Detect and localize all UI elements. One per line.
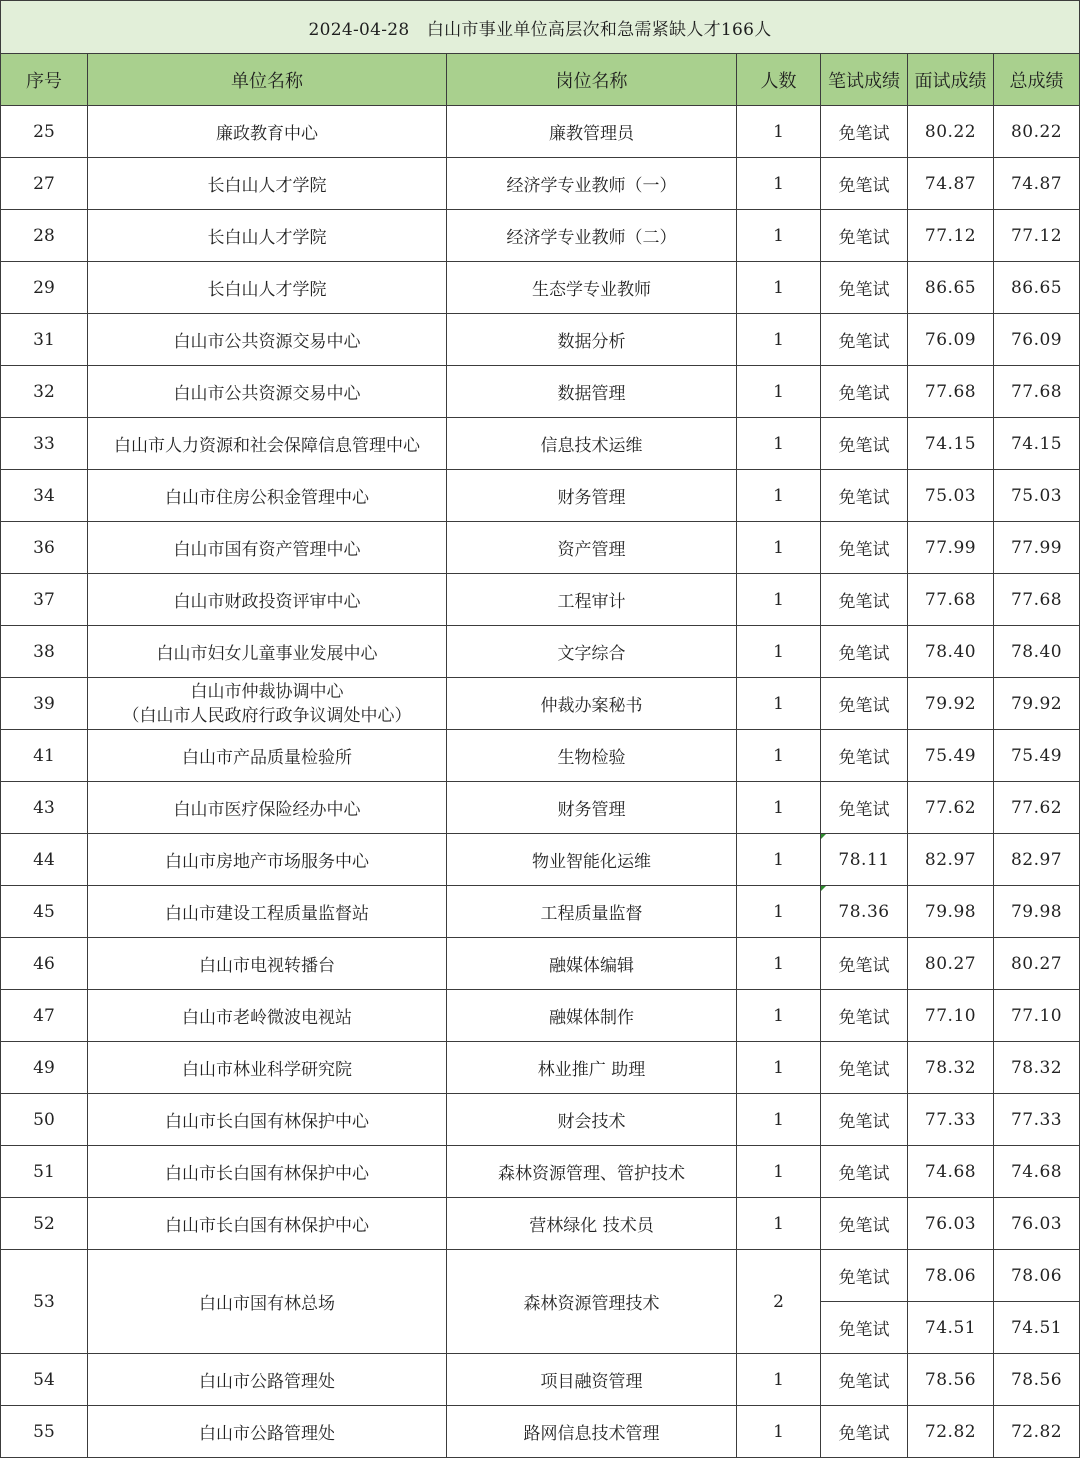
cell-interview: 86.65 xyxy=(908,262,994,314)
cell-unit: 白山市长白国有林保护中心 xyxy=(88,1198,447,1250)
cell-unit: 廉政教育中心 xyxy=(88,106,447,158)
cell-unit: 白山市国有林总场 xyxy=(88,1250,447,1354)
cell-interview: 74.51 xyxy=(908,1302,994,1354)
cell-seq: 27 xyxy=(1,158,88,210)
cell-interview: 79.92 xyxy=(908,678,994,730)
cell-seq: 52 xyxy=(1,1198,88,1250)
cell-total: 74.15 xyxy=(994,418,1080,470)
cell-written: 免笔试 xyxy=(821,470,908,522)
cell-post: 财务管理 xyxy=(447,470,737,522)
cell-total: 80.22 xyxy=(994,106,1080,158)
cell-interview: 76.03 xyxy=(908,1198,994,1250)
cell-written: 免笔试 xyxy=(821,158,908,210)
cell-written: 免笔试 xyxy=(821,1146,908,1198)
cell-count: 1 xyxy=(737,522,821,574)
cell-seq: 47 xyxy=(1,990,88,1042)
table-row xyxy=(1,626,1080,678)
cell-unit: 长白山人才学院 xyxy=(88,210,447,262)
cell-post: 工程审计 xyxy=(447,574,737,626)
cell-written: 免笔试 xyxy=(821,106,908,158)
cell-interview: 80.22 xyxy=(908,106,994,158)
table-row xyxy=(1,1354,1080,1406)
cell-interview: 77.62 xyxy=(908,782,994,834)
cell-total: 79.98 xyxy=(994,886,1080,938)
cell-post: 营林绿化 技术员 xyxy=(447,1198,737,1250)
cell-total: 77.68 xyxy=(994,574,1080,626)
table-row xyxy=(1,1198,1080,1250)
cell-written: 免笔试 xyxy=(821,366,908,418)
table-row xyxy=(1,574,1080,626)
table-row xyxy=(1,418,1080,470)
cell-written: 免笔试 xyxy=(821,1406,908,1458)
cell-interview: 79.98 xyxy=(908,886,994,938)
table-title: 2024-04-28 白山市事业单位高层次和急需紧缺人才166人 xyxy=(1,1,1080,54)
cell-count: 1 xyxy=(737,366,821,418)
cell-count: 1 xyxy=(737,470,821,522)
cell-written: 78.36 xyxy=(821,886,908,938)
cell-unit: 白山市国有资产管理中心 xyxy=(88,522,447,574)
cell-unit: 白山市公共资源交易中心 xyxy=(88,314,447,366)
cell-interview: 77.99 xyxy=(908,522,994,574)
unit-name-alias: （白山市人民政府行政争议调处中心） xyxy=(122,705,412,726)
cell-count: 1 xyxy=(737,730,821,782)
cell-post: 森林资源管理技术 xyxy=(447,1250,737,1354)
cell-seq: 43 xyxy=(1,782,88,834)
header-total: 总成绩 xyxy=(994,54,1080,106)
cell-count: 1 xyxy=(737,626,821,678)
cell-post: 数据分析 xyxy=(447,314,737,366)
cell-seq: 37 xyxy=(1,574,88,626)
cell-post: 经济学专业教师（二） xyxy=(447,210,737,262)
cell-interview: 74.87 xyxy=(908,158,994,210)
cell-post: 数据管理 xyxy=(447,366,737,418)
header-row xyxy=(1,54,1080,106)
cell-count: 1 xyxy=(737,678,821,730)
cell-written: 免笔试 xyxy=(821,1042,908,1094)
cell-seq: 44 xyxy=(1,834,88,886)
table-row xyxy=(1,1146,1080,1198)
cell-interview: 78.56 xyxy=(908,1354,994,1406)
cell-total: 78.06 xyxy=(994,1250,1080,1302)
cell-seq: 39 xyxy=(1,678,88,730)
cell-written: 免笔试 xyxy=(821,574,908,626)
table-row xyxy=(1,678,1080,730)
table-row xyxy=(1,1094,1080,1146)
cell-count: 1 xyxy=(737,1094,821,1146)
table-row xyxy=(1,366,1080,418)
cell-unit: 白山市长白国有林保护中心 xyxy=(88,1094,447,1146)
cell-total: 74.87 xyxy=(994,158,1080,210)
table-row xyxy=(1,990,1080,1042)
cell-unit: 白山市公路管理处 xyxy=(88,1354,447,1406)
cell-post: 森林资源管理、管护技术 xyxy=(447,1146,737,1198)
cell-count: 1 xyxy=(737,834,821,886)
cell-written: 免笔试 xyxy=(821,1198,908,1250)
cell-count: 1 xyxy=(737,938,821,990)
cell-total: 79.92 xyxy=(994,678,1080,730)
cell-seq: 31 xyxy=(1,314,88,366)
cell-interview: 77.68 xyxy=(908,574,994,626)
cell-count: 1 xyxy=(737,1198,821,1250)
cell-unit: 白山市医疗保险经办中心 xyxy=(88,782,447,834)
cell-unit: 白山市老岭微波电视站 xyxy=(88,990,447,1042)
cell-total: 80.27 xyxy=(994,938,1080,990)
header-written: 笔试成绩 xyxy=(821,54,908,106)
cell-count: 1 xyxy=(737,1406,821,1458)
cell-count: 1 xyxy=(737,1146,821,1198)
cell-post: 财会技术 xyxy=(447,1094,737,1146)
cell-total: 76.03 xyxy=(994,1198,1080,1250)
cell-unit: 长白山人才学院 xyxy=(88,158,447,210)
cell-unit: 白山市住房公积金管理中心 xyxy=(88,470,447,522)
cell-seq: 53 xyxy=(1,1250,88,1354)
header-count: 人数 xyxy=(737,54,821,106)
cell-post: 工程质量监督 xyxy=(447,886,737,938)
cell-interview: 72.82 xyxy=(908,1406,994,1458)
cell-interview: 77.10 xyxy=(908,990,994,1042)
cell-seq: 38 xyxy=(1,626,88,678)
cell-post: 文字综合 xyxy=(447,626,737,678)
cell-total: 72.82 xyxy=(994,1406,1080,1458)
cell-unit: 白山市建设工程质量监督站 xyxy=(88,886,447,938)
table-row xyxy=(1,262,1080,314)
table-row xyxy=(1,210,1080,262)
table-row xyxy=(1,522,1080,574)
header-post: 岗位名称 xyxy=(447,54,737,106)
cell-seq: 28 xyxy=(1,210,88,262)
cell-post: 路网信息技术管理 xyxy=(447,1406,737,1458)
cell-post: 经济学专业教师（一） xyxy=(447,158,737,210)
cell-seq: 34 xyxy=(1,470,88,522)
cell-total: 78.32 xyxy=(994,1042,1080,1094)
cell-total: 77.10 xyxy=(994,990,1080,1042)
cell-unit: 白山市公共资源交易中心 xyxy=(88,366,447,418)
cell-count: 1 xyxy=(737,886,821,938)
cell-interview: 76.09 xyxy=(908,314,994,366)
cell-written: 免笔试 xyxy=(821,262,908,314)
cell-total: 74.68 xyxy=(994,1146,1080,1198)
cell-count: 1 xyxy=(737,418,821,470)
cell-written: 免笔试 xyxy=(821,314,908,366)
cell-total: 77.12 xyxy=(994,210,1080,262)
cell-seq: 33 xyxy=(1,418,88,470)
cell-seq: 45 xyxy=(1,886,88,938)
cell-interview: 74.68 xyxy=(908,1146,994,1198)
table-row xyxy=(1,834,1080,886)
cell-written: 免笔试 xyxy=(821,210,908,262)
cell-post: 资产管理 xyxy=(447,522,737,574)
cell-interview: 78.40 xyxy=(908,626,994,678)
cell-seq: 41 xyxy=(1,730,88,782)
cell-seq: 32 xyxy=(1,366,88,418)
table-row xyxy=(1,782,1080,834)
cell-count: 1 xyxy=(737,262,821,314)
table-row xyxy=(1,470,1080,522)
cell-interview: 78.06 xyxy=(908,1250,994,1302)
cell-interview: 77.33 xyxy=(908,1094,994,1146)
cell-total: 82.97 xyxy=(994,834,1080,886)
cell-unit xyxy=(88,678,447,730)
cell-written: 免笔试 xyxy=(821,1094,908,1146)
cell-unit: 白山市财政投资评审中心 xyxy=(88,574,447,626)
cell-post: 生物检验 xyxy=(447,730,737,782)
header-seq: 序号 xyxy=(1,54,88,106)
cell-total: 76.09 xyxy=(994,314,1080,366)
cell-written: 免笔试 xyxy=(821,626,908,678)
cell-post: 信息技术运维 xyxy=(447,418,737,470)
cell-written: 免笔试 xyxy=(821,938,908,990)
cell-total: 74.51 xyxy=(994,1302,1080,1354)
cell-unit: 白山市公路管理处 xyxy=(88,1406,447,1458)
cell-post: 融媒体制作 xyxy=(447,990,737,1042)
header-interview: 面试成绩 xyxy=(908,54,994,106)
cell-count: 1 xyxy=(737,158,821,210)
title-row xyxy=(1,1,1080,54)
cell-unit: 白山市林业科学研究院 xyxy=(88,1042,447,1094)
cell-written: 78.11 xyxy=(821,834,908,886)
table-row xyxy=(1,158,1080,210)
cell-total: 75.49 xyxy=(994,730,1080,782)
cell-written: 免笔试 xyxy=(821,678,908,730)
cell-interview: 75.49 xyxy=(908,730,994,782)
header-unit: 单位名称 xyxy=(88,54,447,106)
cell-post: 项目融资管理 xyxy=(447,1354,737,1406)
cell-post: 廉教管理员 xyxy=(447,106,737,158)
cell-seq: 49 xyxy=(1,1042,88,1094)
cell-seq: 50 xyxy=(1,1094,88,1146)
cell-total: 75.03 xyxy=(994,470,1080,522)
cell-interview: 77.68 xyxy=(908,366,994,418)
cell-interview: 77.12 xyxy=(908,210,994,262)
cell-total: 78.56 xyxy=(994,1354,1080,1406)
cell-seq: 54 xyxy=(1,1354,88,1406)
cell-interview: 74.15 xyxy=(908,418,994,470)
cell-total: 77.62 xyxy=(994,782,1080,834)
cell-seq: 36 xyxy=(1,522,88,574)
cell-seq: 51 xyxy=(1,1146,88,1198)
cell-count: 1 xyxy=(737,106,821,158)
cell-total: 77.68 xyxy=(994,366,1080,418)
cell-count: 1 xyxy=(737,574,821,626)
table-body xyxy=(1,106,1080,1458)
cell-written: 免笔试 xyxy=(821,522,908,574)
table-row xyxy=(1,938,1080,990)
table-row xyxy=(1,314,1080,366)
cell-seq: 55 xyxy=(1,1406,88,1458)
unit-name-line: 白山市仲裁协调中心 xyxy=(190,681,344,702)
cell-count: 2 xyxy=(737,1250,821,1354)
cell-count: 1 xyxy=(737,210,821,262)
cell-total: 77.99 xyxy=(994,522,1080,574)
table-row xyxy=(1,1250,1080,1302)
table-row xyxy=(1,886,1080,938)
cell-post: 物业智能化运维 xyxy=(447,834,737,886)
cell-written: 免笔试 xyxy=(821,1302,908,1354)
cell-unit: 白山市长白国有林保护中心 xyxy=(88,1146,447,1198)
cell-count: 1 xyxy=(737,314,821,366)
cell-written: 免笔试 xyxy=(821,1354,908,1406)
cell-seq: 25 xyxy=(1,106,88,158)
cell-count: 1 xyxy=(737,1042,821,1094)
cell-count: 1 xyxy=(737,990,821,1042)
cell-seq: 46 xyxy=(1,938,88,990)
cell-post: 财务管理 xyxy=(447,782,737,834)
cell-unit: 白山市房地产市场服务中心 xyxy=(88,834,447,886)
table-row xyxy=(1,730,1080,782)
cell-interview: 80.27 xyxy=(908,938,994,990)
cell-post: 融媒体编辑 xyxy=(447,938,737,990)
cell-unit: 白山市电视转播台 xyxy=(88,938,447,990)
cell-total: 77.33 xyxy=(994,1094,1080,1146)
cell-interview: 75.03 xyxy=(908,470,994,522)
cell-post: 生态学专业教师 xyxy=(447,262,737,314)
cell-written: 免笔试 xyxy=(821,782,908,834)
cell-written: 免笔试 xyxy=(821,418,908,470)
cell-interview: 82.97 xyxy=(908,834,994,886)
cell-post: 仲裁办案秘书 xyxy=(447,678,737,730)
cell-unit: 长白山人才学院 xyxy=(88,262,447,314)
cell-written: 免笔试 xyxy=(821,1250,908,1302)
cell-seq: 29 xyxy=(1,262,88,314)
table-row xyxy=(1,1406,1080,1458)
cell-unit: 白山市人力资源和社会保障信息管理中心 xyxy=(88,418,447,470)
cell-count: 1 xyxy=(737,1354,821,1406)
cell-written: 免笔试 xyxy=(821,990,908,1042)
cell-count: 1 xyxy=(737,782,821,834)
table-row xyxy=(1,106,1080,158)
cell-total: 78.40 xyxy=(994,626,1080,678)
cell-unit: 白山市妇女儿童事业发展中心 xyxy=(88,626,447,678)
cell-post: 林业推广 助理 xyxy=(447,1042,737,1094)
cell-total: 86.65 xyxy=(994,262,1080,314)
cell-written: 免笔试 xyxy=(821,730,908,782)
cell-interview: 78.32 xyxy=(908,1042,994,1094)
table-row xyxy=(1,1042,1080,1094)
cell-unit: 白山市产品质量检验所 xyxy=(88,730,447,782)
